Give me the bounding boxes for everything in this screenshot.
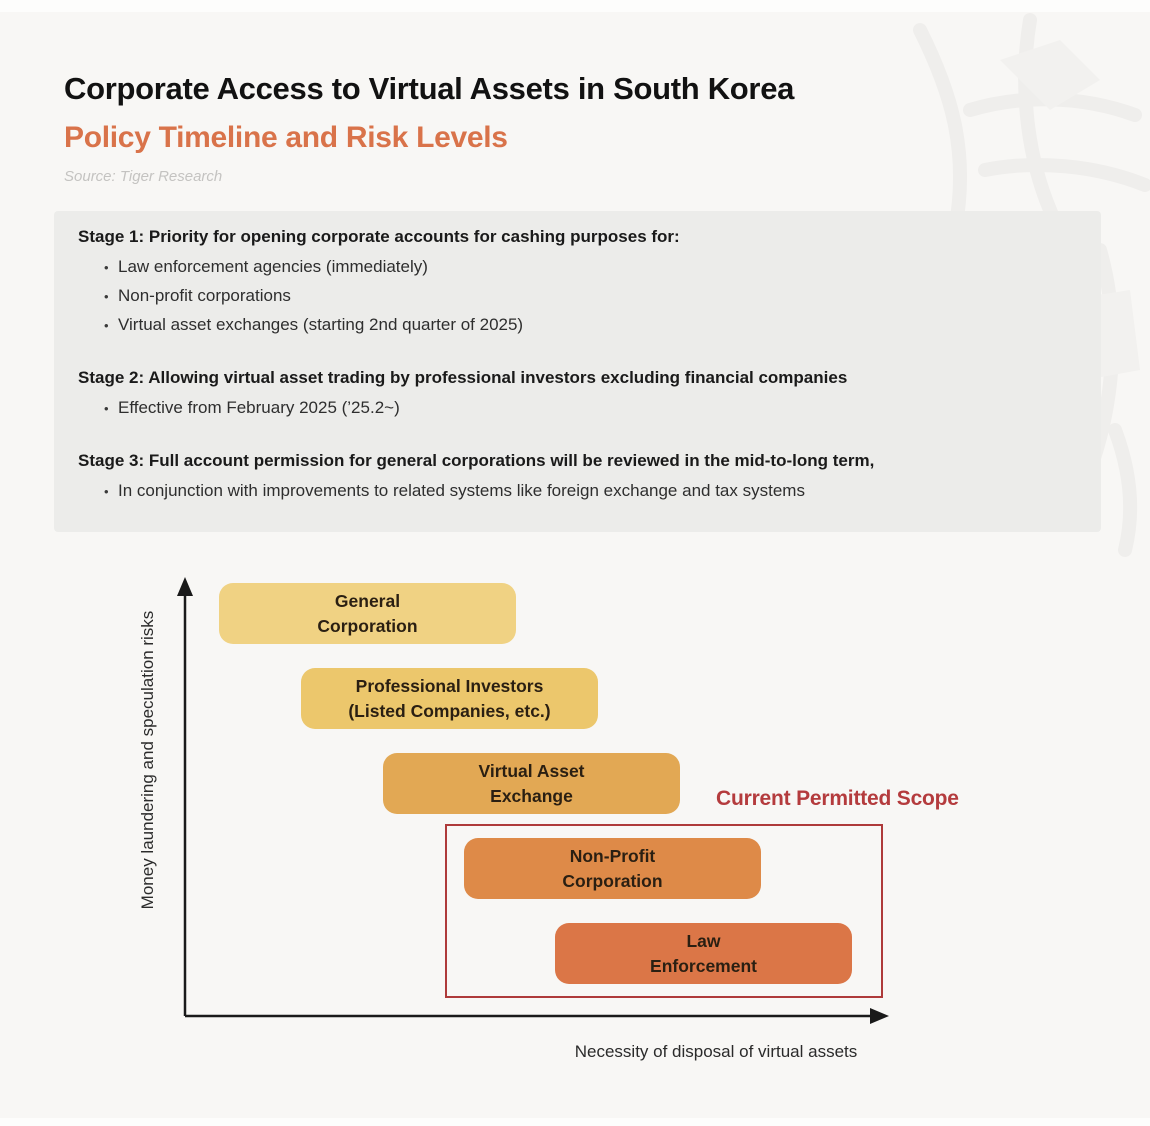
bullet-text: Law enforcement agencies (immediately): [118, 257, 428, 276]
bullet-icon: •: [104, 318, 109, 333]
risk-box-label-line: Corporation: [317, 615, 418, 636]
source-credit: Source: Tiger Research: [64, 168, 223, 185]
policy-stages-panel: [54, 211, 1101, 532]
bullet-text: Effective from February 2025 (’25.2~): [118, 398, 400, 417]
bullet-icon: •: [104, 260, 109, 275]
risk-box-label-line: Corporation: [562, 870, 663, 891]
risk-box-virtual-asset-exchange: [383, 753, 680, 814]
bullet-icon: •: [104, 289, 109, 304]
risk-box-label-line: Professional Investors: [355, 675, 544, 696]
risk-box-professional-investors: [301, 668, 598, 729]
stage-2-bullets: [78, 394, 1077, 423]
stage-1-heading: Stage 1: Priority for opening corporate accounts for cashing purposes for:: [78, 227, 680, 246]
risk-box-label-line: (Listed Companies, etc.): [348, 700, 551, 721]
risk-box-label-line: Virtual Asset: [478, 760, 585, 781]
stage-2-heading: Stage 2: Allowing virtual asset trading by professional investors excluding financial companies: [78, 368, 848, 387]
list-item: [78, 253, 1077, 282]
bullet-text: Virtual asset exchanges (starting 2nd quarter of 2025): [118, 315, 524, 334]
risk-box-law-enforcement: [555, 923, 852, 984]
bullet-text: In conjunction with improvements to related systems like foreign exchange and tax systems: [118, 481, 805, 500]
x-axis-label: Necessity of disposal of virtual assets: [574, 1042, 858, 1061]
stage-3-heading: Stage 3: Full account permission for general corporations will be reviewed in the mid-to-long term,: [78, 451, 875, 470]
stage-1-bullets: [78, 253, 1077, 340]
stage-3-bullets: [78, 477, 1077, 506]
risk-box-general-corporation: [219, 583, 516, 644]
risk-box-label-line: Exchange: [490, 785, 573, 806]
list-item: [78, 477, 1077, 506]
header: [64, 70, 1084, 185]
bullet-text: Non-profit corporations: [118, 286, 291, 305]
list-item: [78, 394, 1077, 423]
risk-box-label-line: Enforcement: [650, 955, 757, 976]
stage-1: [78, 225, 1077, 340]
list-item: [78, 282, 1077, 311]
y-axis-label: Money laundering and speculation risks: [138, 610, 157, 910]
stage-3: [78, 449, 1077, 506]
list-item: [78, 311, 1077, 340]
risk-box-non-profit-corporation: [464, 838, 761, 899]
bullet-icon: •: [104, 484, 109, 499]
page-title: Corporate Access to Virtual Assets in South Korea: [64, 71, 795, 106]
bullet-icon: •: [104, 401, 109, 416]
risk-box-label-line: Non-Profit: [569, 845, 656, 866]
risk-scope-chart: [0, 560, 1150, 1126]
current-permitted-scope-label: Current Permitted Scope: [716, 787, 959, 810]
risk-box-label-line: General: [334, 590, 401, 611]
risk-box-label-line: Law: [686, 930, 721, 951]
page-subtitle: Policy Timeline and Risk Levels: [64, 121, 508, 154]
stage-2: [78, 366, 1077, 423]
